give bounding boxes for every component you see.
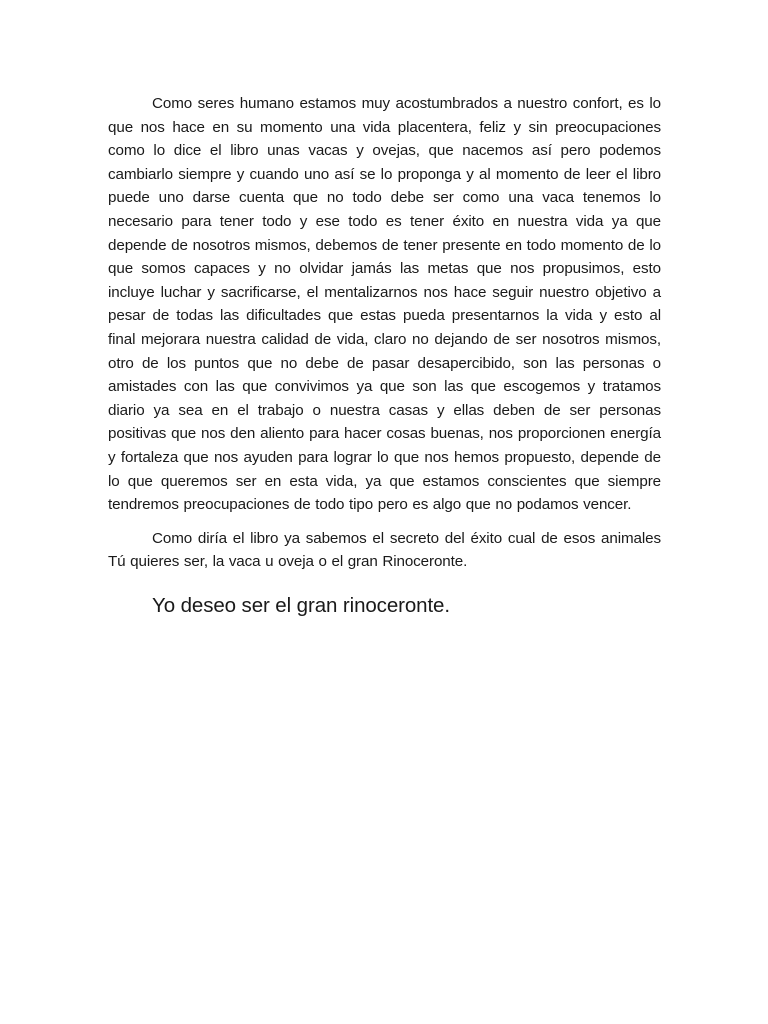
paragraph-question: Como diría el libro ya sabemos el secreto del éxito cual de esos animales Tú quieres ser, la vaca u oveja o el gran Rinoceronte. (108, 529, 661, 571)
conclusion-statement: Yo deseo ser el gran rinoceronte. (152, 593, 450, 617)
document-body (108, 92, 661, 620)
paragraph-main: Como seres humano estamos muy acostumbrados a nuestro confort, es lo que nos hace en su momento una vida placentera, feliz y sin preocupaciones como lo dice el libro unas vacas y ovejas, que nacemos así pero podemos cambiarlo siempre y cuando uno así se lo proponga y al momento de leer el libro puede uno darse cuenta que no todo debe ser como una vaca tenemos lo necesario para tener todo y ese todo es tener éxito en nuestra vida ya que depende de nosotros mismos, debemos de tener presente en todo momento de lo que somos capaces y no olvidar jamás las metas que nos propusimos, esto incluye luchar y sacrificarse, el mentalizarnos nos hace seguir nuestro objetivo a pesar de todas las dificultades que estas pueda presentarnos la vida y esto al final mejorara nuestra calidad de vida, claro no dejando de ser nosotros mismos, otro de los puntos que no debe de pasar desapercibido, son las personas o amistades con las que convivimos ya que son las que escogemos y tratamos diario ya sea en el trabajo o nuestra casas y ellas deben de ser personas positivas que nos den aliento para hacer cosas buenas, nos proporcionen energía y fortaleza que nos ayuden para lograr lo que nos hemos propuesto, depende de lo que queremos ser en esta vida, ya que estamos conscientes que siempre tendremos preocupaciones de todo tipo pero es algo que no podamos vencer. (108, 95, 661, 514)
